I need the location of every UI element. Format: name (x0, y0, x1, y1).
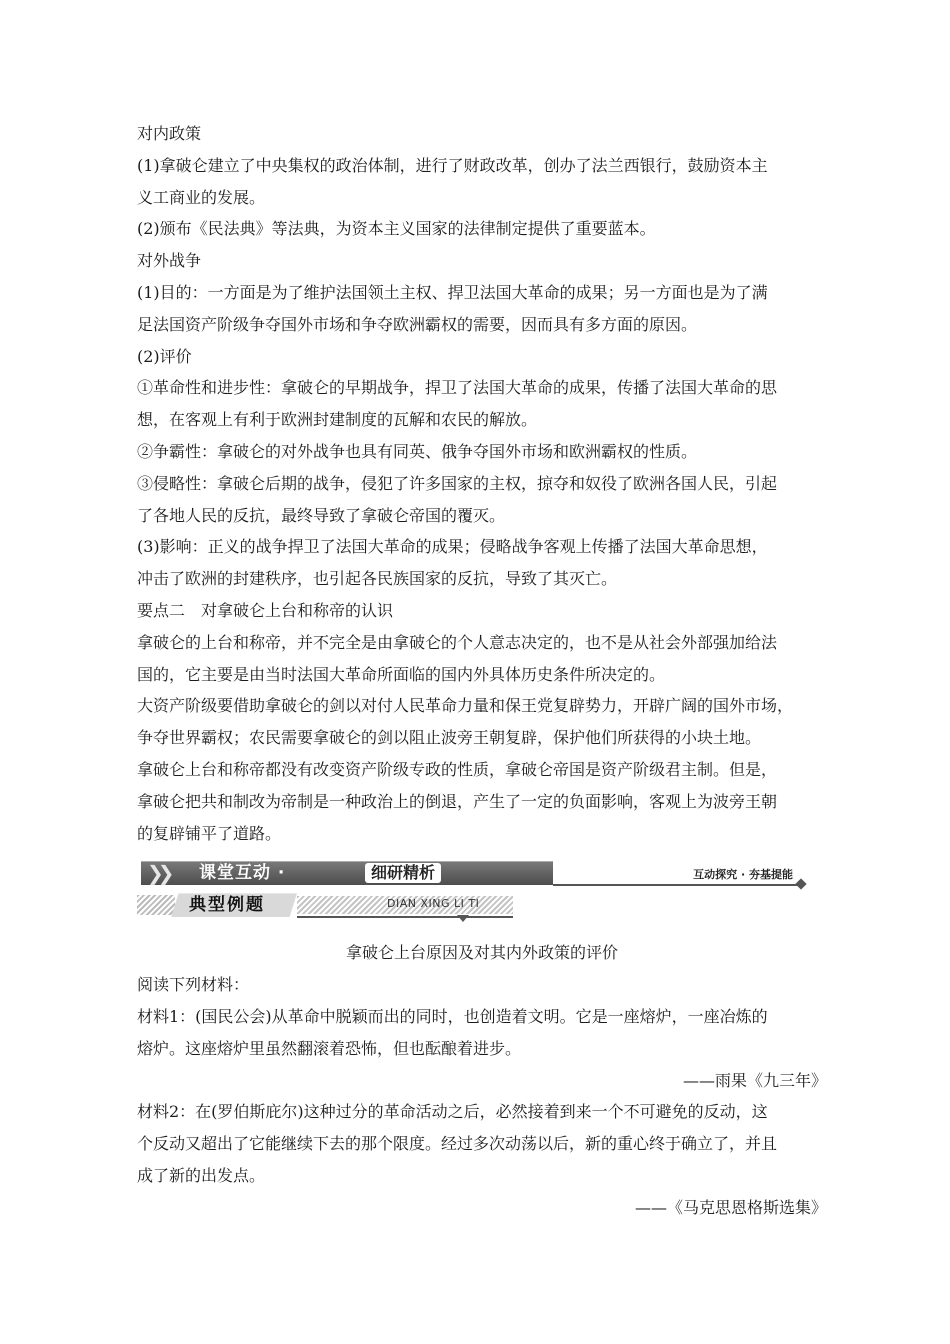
caret-down-icon (457, 915, 469, 922)
tab-rule (297, 916, 513, 918)
example-intro: 阅读下列材料： (137, 975, 250, 995)
tab-pinyin: DIAN XING LI TI (387, 897, 480, 911)
example-heading: 拿破仑上台原因及对其内外政策的评价 (345, 943, 618, 963)
hatch-decoration (137, 895, 175, 915)
text-line: (1)目的：一方面是为了维护法国领土主权、捍卫法国大革命的成果；另一方面也是为了满 (137, 282, 768, 302)
text-line: 拿破仑的上台和称帝，并不完全是由拿破仑的个人意志决定的，也不是从社会外部强加给法 (137, 632, 778, 652)
text-line: 拿破仑上台和称帝都没有改变资产阶级专政的性质，拿破仑帝国是资产阶级君主制。但是， (137, 759, 778, 779)
heading-foreign-war: 对外战争 (137, 251, 202, 271)
key-points-body (137, 118, 827, 849)
heading-domestic-policy: 对内政策 (137, 124, 202, 143)
material-2-line: 成了新的出发点。 (137, 1165, 266, 1185)
banner-subtitle: 细研精析 (365, 863, 441, 883)
text-line: (3)影响：正义的战争捍卫了法国大革命的成果；侵略战争客观上传播了法国大革命思想， (137, 537, 768, 557)
double-chevron-icon: ❯❯ (147, 861, 169, 886)
banner-right-text: 互动探究 · 夯基提能 (693, 868, 793, 882)
subsection-tab (137, 893, 827, 919)
tab-title: 典型例题 (189, 895, 265, 916)
banner-title: 课堂互动 · (199, 863, 286, 884)
text-line: 冲击了欧洲的封建秩序，也引起各民族国家的反抗，导致了其灭亡。 (137, 569, 618, 589)
text-line: 义工商业的发展。 (137, 187, 266, 207)
text-line: 大资产阶级要借助拿破仑的剑以对付人民革命力量和保王党复辟势力，开辟广阔的国外市场， (137, 696, 794, 716)
text-line: 了各地人民的反抗，最终导致了拿破仑帝国的覆灭。 (137, 505, 506, 525)
text-line: 足法国资产阶级争夺国外市场和争夺欧洲霸权的需要，因而具有多方面的原因。 (137, 314, 698, 334)
heading-key-point-two: 要点二 对拿破仑上台和称帝的认识 (137, 600, 394, 620)
document-page (137, 118, 827, 1224)
text-line: ①革命性和进步性：拿破仑的早期战争，捍卫了法国大革命的成果，传播了法国大革命的思 (137, 378, 778, 398)
material-2-source: ——《马克思恩格斯选集》 (634, 1197, 827, 1217)
example-section (137, 937, 827, 1223)
text-line: 争夺世界霸权；农民需要拿破仑的剑以阻止波旁王朝复辟，保护他们所获得的小块土地。 (137, 728, 762, 748)
material-1-source: ——雨果《九三年》 (682, 1070, 827, 1090)
text-line: (1)拿破仑建立了中央集权的政治体制，进行了财政改革，创办了法兰西银行，鼓励资本主 (137, 155, 768, 175)
material-1-line: 熔炉。这座熔炉里虽然翻滚着恐怖，但也酝酿着进步。 (137, 1038, 522, 1058)
text-line: 拿破仑把共和制改为帝制是一种政治上的倒退，产生了一定的负面影响，客观上为波旁王朝 (137, 791, 778, 811)
diamond-icon (795, 879, 806, 890)
text-line: 的复辟铺平了道路。 (137, 823, 282, 843)
text-line: 国的，它主要是由当时法国大革命所面临的国内外具体历史条件所决定的。 (137, 664, 666, 684)
text-line: 想，在客观上有利于欧洲封建制度的瓦解和农民的解放。 (137, 410, 538, 430)
banner-rule (553, 884, 803, 886)
text-line: (2)评价 (137, 346, 192, 366)
material-1-line: 材料1：(国民公会)从革命中脱颖而出的同时，也创造着文明。它是一座熔炉，一座冶炼的 (137, 1006, 768, 1026)
text-line: (2)颁布《民法典》等法典，为资本主义国家的法律制定提供了重要蓝本。 (137, 219, 656, 239)
section-banner (137, 857, 827, 889)
material-2-line: 材料2：在(罗伯斯庇尔)这种过分的革命活动之后，必然接着到来一个不可避免的反动，这 (137, 1102, 768, 1122)
material-2-line: 个反动又超出了它能继续下去的那个限度。经过多次动荡以后，新的重心终于确立了，并且 (137, 1134, 778, 1154)
text-line: ③侵略性：拿破仑后期的战争，侵犯了许多国家的主权，掠夺和奴役了欧洲各国人民，引起 (137, 473, 778, 493)
text-line: ②争霸性：拿破仑的对外战争也具有同英、俄争夺国外市场和欧洲霸权的性质。 (137, 441, 698, 461)
